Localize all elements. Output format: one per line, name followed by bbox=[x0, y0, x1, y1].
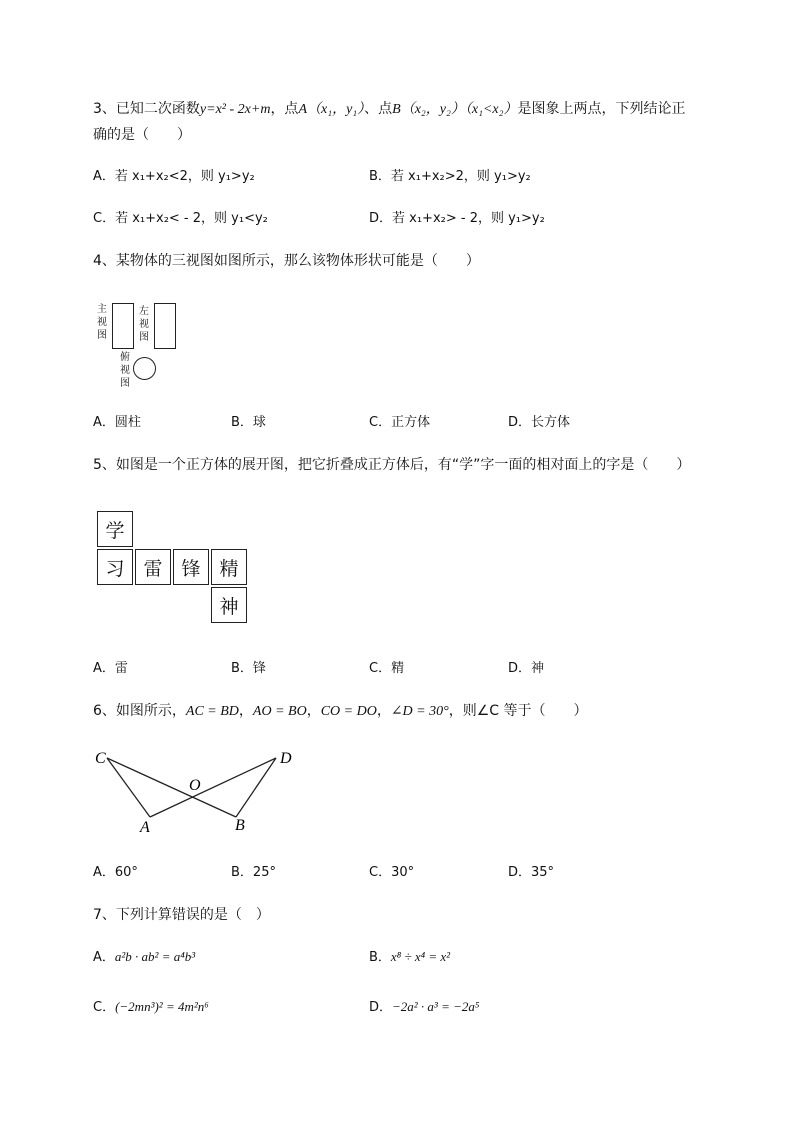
q6-text-post: ，则∠C 等于（ ） bbox=[448, 703, 588, 719]
q7-option-d-expr: −2a² · a³ = −2a⁵ bbox=[392, 999, 480, 1014]
q3-option-c[interactable]: C．若 x₁+x₂< - 2，则 y₁<y₂ bbox=[93, 211, 268, 226]
net-cell-jing: 精 bbox=[211, 549, 247, 585]
net-cell-xi: 习 bbox=[97, 549, 133, 585]
q3-text-mid: ，点 bbox=[270, 101, 299, 117]
q6-option-c[interactable]: C．30° bbox=[369, 865, 415, 880]
q7-option-c-expr: (−2mn³)² = 4m²n⁶ bbox=[115, 999, 209, 1014]
q6-cond-ao-bo: AO = BO bbox=[252, 704, 307, 719]
q7-option-d[interactable] bbox=[369, 998, 479, 1017]
q7-option-c[interactable] bbox=[93, 998, 209, 1017]
q6-option-a[interactable]: A．60° bbox=[93, 865, 138, 880]
q4-option-c[interactable]: C．正方体 bbox=[369, 415, 431, 430]
q3-option-d[interactable]: D．若 x₁+x₂> - 2，则 y₁>y₂ bbox=[369, 211, 545, 226]
q6-comma-2: ， bbox=[306, 703, 321, 719]
label-d: D bbox=[280, 750, 292, 767]
q6-cond-ac-bd: AC = BD bbox=[185, 704, 239, 719]
q7-option-b[interactable] bbox=[369, 948, 450, 967]
q5-option-d[interactable]: D．神 bbox=[508, 661, 545, 676]
label-b: B bbox=[235, 817, 245, 834]
q3-option-b[interactable]: B．若 x₁+x₂>2，则 y₁>y₂ bbox=[369, 169, 531, 184]
segment-bc bbox=[107, 758, 236, 817]
q7-stem: 7、下列计算错误的是（ ） bbox=[93, 907, 270, 923]
q5-option-c[interactable]: C．精 bbox=[369, 661, 405, 676]
q6-option-b[interactable]: B．25° bbox=[231, 865, 276, 880]
q6-text-pre: 6、如图所示， bbox=[93, 703, 186, 719]
q7-option-b-expr: x⁸ ÷ x⁴ = x² bbox=[390, 949, 451, 964]
q3-number: 3、 bbox=[93, 101, 116, 117]
label-c: C bbox=[95, 750, 106, 767]
net-cell-xue: 学 bbox=[97, 511, 133, 547]
q3-function: y=x² - 2x+m bbox=[199, 102, 271, 117]
q4-option-d[interactable]: D．长方体 bbox=[508, 415, 571, 430]
net-cell-shen: 神 bbox=[211, 587, 247, 623]
q6-cond-co-do: CO = DO bbox=[320, 704, 377, 719]
q3-condition: （x₁<x₂） bbox=[464, 102, 518, 117]
front-view-label: 主视图 bbox=[97, 304, 107, 341]
label-a: A bbox=[140, 819, 150, 836]
q4-option-b[interactable]: B．球 bbox=[231, 415, 266, 430]
q5-option-a[interactable]: A．雷 bbox=[93, 661, 128, 676]
q6-comma-3: ， bbox=[376, 703, 391, 719]
q7-option-a[interactable] bbox=[93, 948, 195, 967]
q6-comma-1: ， bbox=[238, 703, 253, 719]
net-cell-lei: 雷 bbox=[135, 549, 171, 585]
q6-cond-angle-d: ∠D = 30° bbox=[390, 704, 449, 719]
q5-stem: 5、如图是一个正方体的展开图，把它折叠成正方体后，有“学”字一面的相对面上的字是（ ） bbox=[93, 457, 691, 473]
label-o: O bbox=[189, 777, 201, 794]
q7-option-b-label: B． bbox=[369, 950, 391, 965]
q4-stem: 4、某物体的三视图如图所示，那么该物体形状可能是（ ） bbox=[93, 253, 480, 269]
q7-option-a-label: A． bbox=[93, 950, 115, 965]
q7-option-d-label: D． bbox=[369, 1000, 393, 1015]
q4-option-a[interactable]: A．圆柱 bbox=[93, 415, 141, 430]
q6-option-d[interactable]: D．35° bbox=[508, 865, 555, 880]
net-cell-feng: 锋 bbox=[173, 549, 209, 585]
q3-option-a[interactable]: A．若 x₁+x₂<2，则 y₁>y₂ bbox=[93, 169, 255, 184]
q7-option-a-expr: a²b · ab² = a⁴b³ bbox=[114, 949, 196, 964]
q3-point-b: B（x₂，y₂） bbox=[392, 102, 465, 117]
q7-option-c-label: C． bbox=[93, 1000, 116, 1015]
q3-text-pre: 已知二次函数 bbox=[115, 101, 200, 117]
segment-ca bbox=[107, 758, 150, 817]
q5-option-b[interactable]: B．锋 bbox=[231, 661, 266, 676]
q3-point-a: A（x₁，y₁） bbox=[298, 102, 365, 117]
q3-text-post: 是图象上两点，下列结论正 bbox=[517, 101, 686, 117]
top-view-label: 俯视图 bbox=[120, 352, 130, 389]
q3-stem-line2: 确的是（ ） bbox=[93, 127, 191, 143]
q3-sep: 、点 bbox=[364, 101, 393, 117]
left-view-label: 左视图 bbox=[139, 306, 149, 343]
segment-ad bbox=[150, 758, 276, 817]
